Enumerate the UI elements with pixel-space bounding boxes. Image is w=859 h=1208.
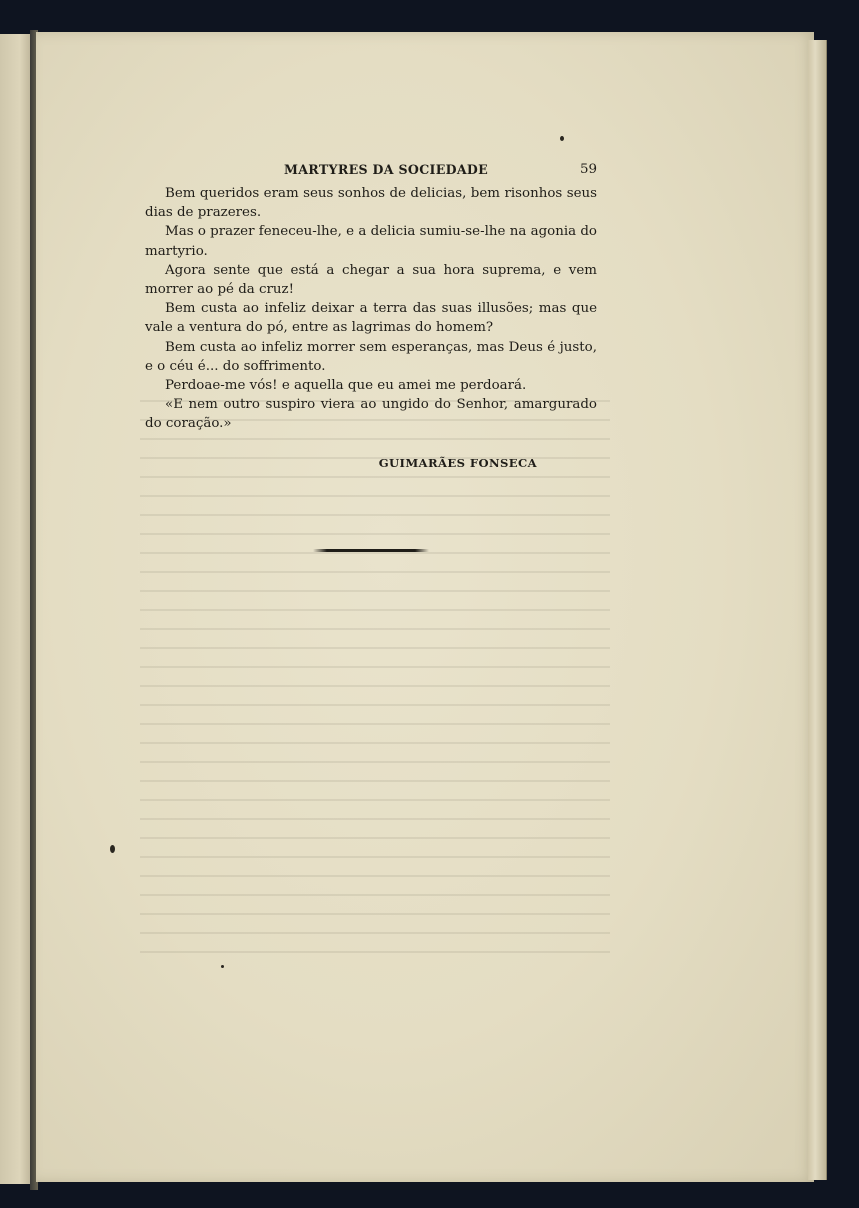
paragraph-6: Perdoae-me vós! e aquella que eu amei me perdoará. — [165, 378, 527, 394]
paragraph-2: Mas o prazer feneceu-lhe, e a delicia sumiu-se-lhe na agonia do martyrio. — [145, 224, 597, 259]
page-stack-edge — [808, 40, 827, 1180]
ink-speck — [110, 845, 115, 853]
paragraph-7: «E nem outro suspiro viera ao ungido do Senhor, amargurado do coração.» — [145, 397, 597, 432]
paragraph-3: Agora sente que está a chegar a sua hora suprema, e vem morrer ao pé da cruz! — [145, 262, 597, 298]
paragraph-4: Bem custa ao infeliz deixar a terra das suas illusões; mas que vale a ventura do pó, entre as lagrimas do homem? — [145, 301, 597, 336]
paragraph-5: Bem custa ao infeliz morrer sem esperanças, mas Deus é justo, e o céu é... do soffrimento. — [145, 339, 597, 374]
running-title: MARTYRES DA SOCIEDADE — [284, 162, 489, 177]
ink-speck — [221, 965, 224, 968]
page-number: 59 — [579, 162, 597, 177]
show-through-text — [140, 400, 610, 970]
paragraph-1: Bem queridos eram seus sonhos de delicias, bem risonhos seus dias de prazeres. — [145, 186, 597, 221]
author-signature: GUIMARÃES FONSECA — [378, 455, 537, 470]
section-divider-rule — [313, 549, 429, 552]
page-text-block — [145, 160, 597, 473]
ink-speck — [560, 136, 564, 141]
page-header — [145, 160, 597, 180]
